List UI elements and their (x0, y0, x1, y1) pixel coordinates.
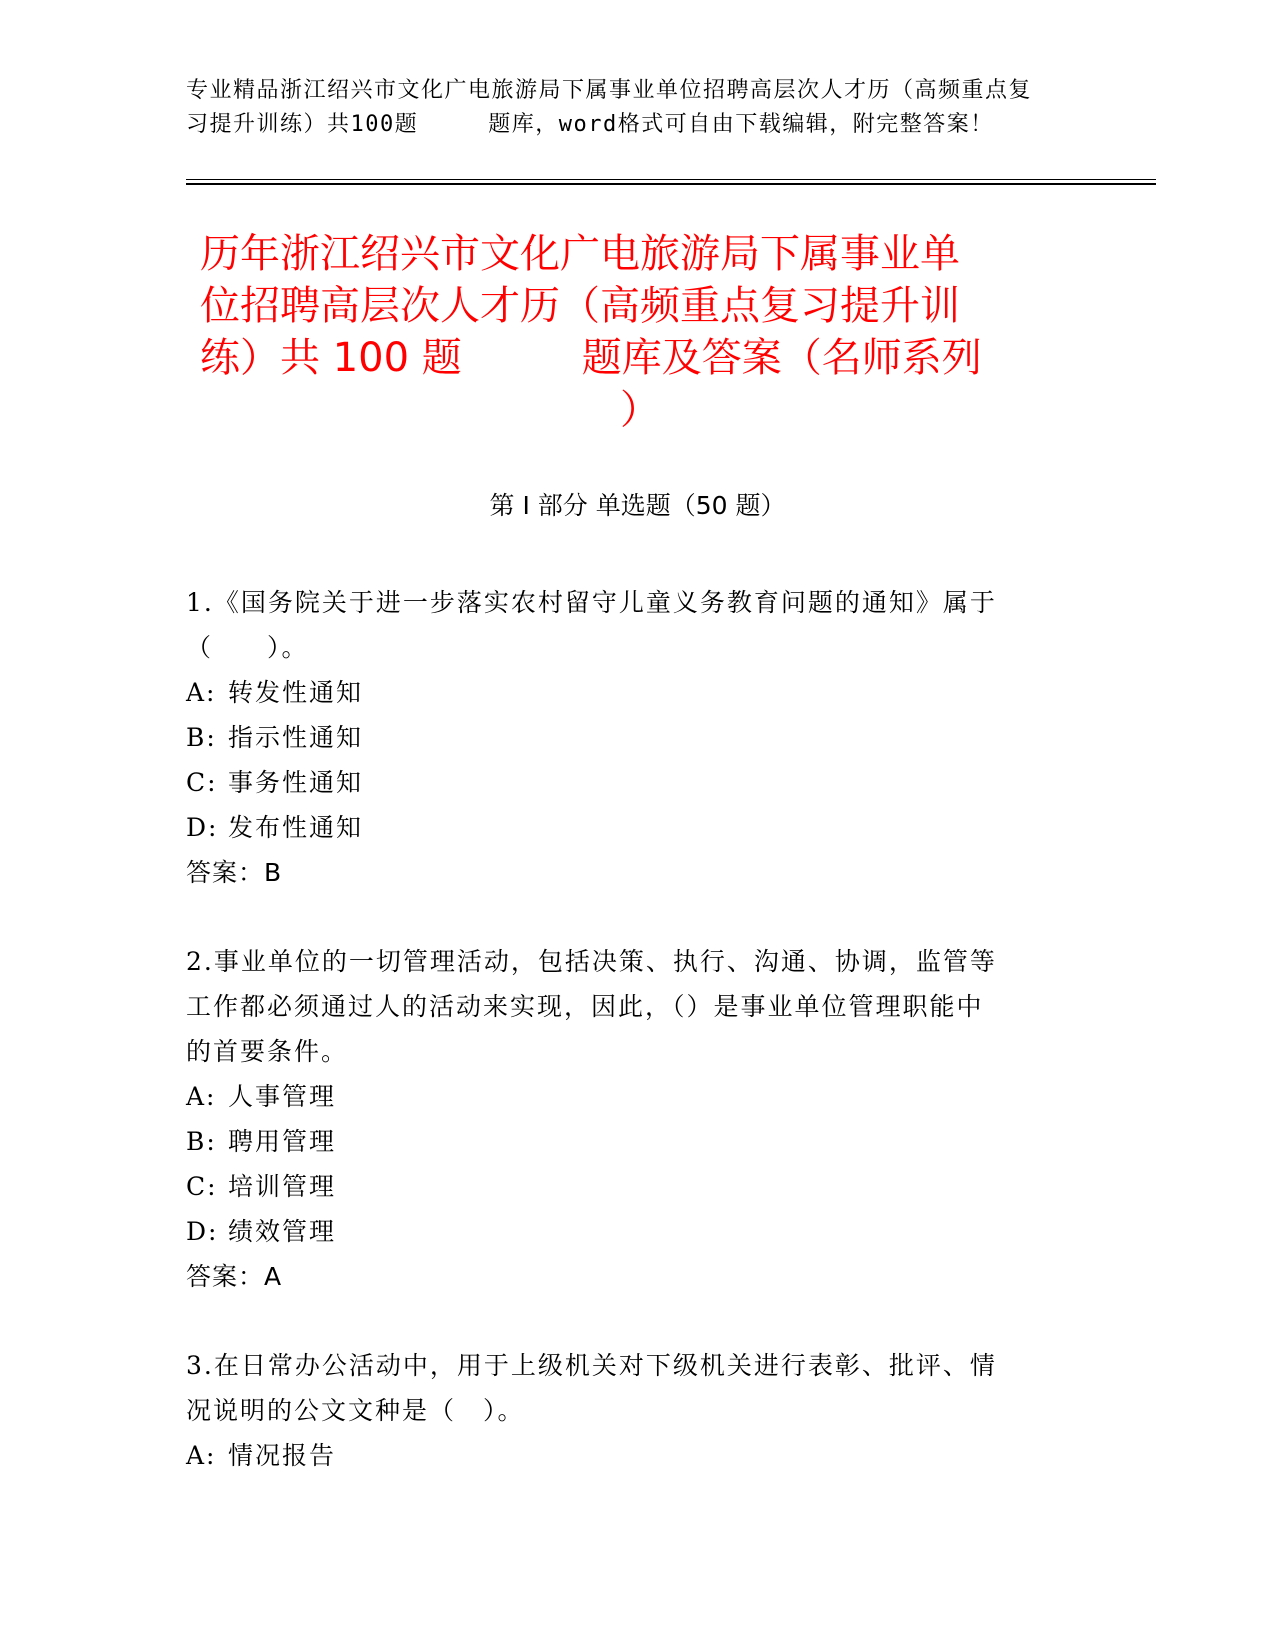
option-key: C: (186, 768, 218, 797)
header-divider-thick (186, 183, 1156, 185)
title-line-1: 历年浙江绍兴市文化广电旅游局下属事业单 (200, 231, 960, 277)
question-text: 3.在日常办公活动中，用于上级机关对下级机关进行表彰、批评、情 (186, 1351, 997, 1380)
question-2 (186, 939, 1066, 1299)
option-d (186, 1209, 1066, 1254)
question-text: 1.《国务院关于进一步落实农村留守儿童义务教育问题的通知》属于 (186, 588, 997, 617)
title-line-3-left: 练）共 100 题 (200, 335, 462, 381)
question-text: 况说明的公文文种是（ ）。 (186, 1396, 525, 1425)
option-b (186, 715, 1066, 760)
option-c (186, 760, 1066, 805)
option-text: 情况报告 (228, 1441, 337, 1470)
option-c (186, 1164, 1066, 1209)
option-text: 人事管理 (228, 1082, 337, 1111)
page-header (186, 74, 1086, 142)
option-d (186, 805, 1066, 850)
option-key: B: (186, 1127, 217, 1156)
option-text: 培训管理 (228, 1172, 337, 1201)
option-text: 转发性通知 (228, 678, 364, 707)
question-text: 2.事业单位的一切管理活动，包括决策、执行、沟通、协调，监管等 (186, 947, 997, 976)
option-key: A: (186, 1082, 217, 1111)
option-key: D: (186, 813, 219, 842)
option-text: 绩效管理 (228, 1217, 337, 1246)
option-b (186, 1119, 1066, 1164)
header-line-2 (186, 108, 1086, 142)
question-text: （ ）。 (186, 633, 309, 662)
header-line-1: 专业精品浙江绍兴市文化广电旅游局下属事业单位招聘高层次人才历（高频重点复 (186, 78, 1033, 103)
option-a (186, 1074, 1066, 1119)
option-key: A: (186, 678, 217, 707)
option-text: 聘用管理 (228, 1127, 337, 1156)
option-key: B: (186, 723, 217, 752)
question-3 (186, 1343, 1066, 1478)
question-1 (186, 580, 1066, 895)
question-text: 工作都必须通过人的活动来实现，因此，（）是事业单位管理职能中 (186, 992, 984, 1021)
title-line-3-right: 题库及答案（名师系列 (581, 335, 982, 381)
section-title: 第 I 部分 单选题（50 题） (489, 491, 786, 520)
answer: 答案：B (186, 858, 283, 887)
question-list (186, 580, 1066, 1522)
header-line-2-right: 题库，word格式可自由下载编辑，附完整答案！ (488, 112, 994, 137)
option-a (186, 670, 1066, 715)
option-key: A: (186, 1441, 217, 1470)
answer: 答案：A (186, 1262, 283, 1291)
option-text: 指示性通知 (228, 723, 364, 752)
document-title (200, 228, 1080, 436)
header-line-2-left: 习提升训练）共100题 (186, 112, 419, 137)
option-key: C: (186, 1172, 218, 1201)
option-text: 发布性通知 (228, 813, 364, 842)
title-line-3 (200, 332, 1080, 384)
option-text: 事务性通知 (228, 768, 364, 797)
option-a (186, 1433, 1066, 1478)
title-line-2: 位招聘高层次人才历（高频重点复习提升训 (200, 283, 960, 329)
question-text: 的首要条件。 (186, 1037, 349, 1066)
option-key: D: (186, 1217, 219, 1246)
title-line-4: ） (620, 387, 660, 433)
header-divider-thin (186, 179, 1156, 180)
